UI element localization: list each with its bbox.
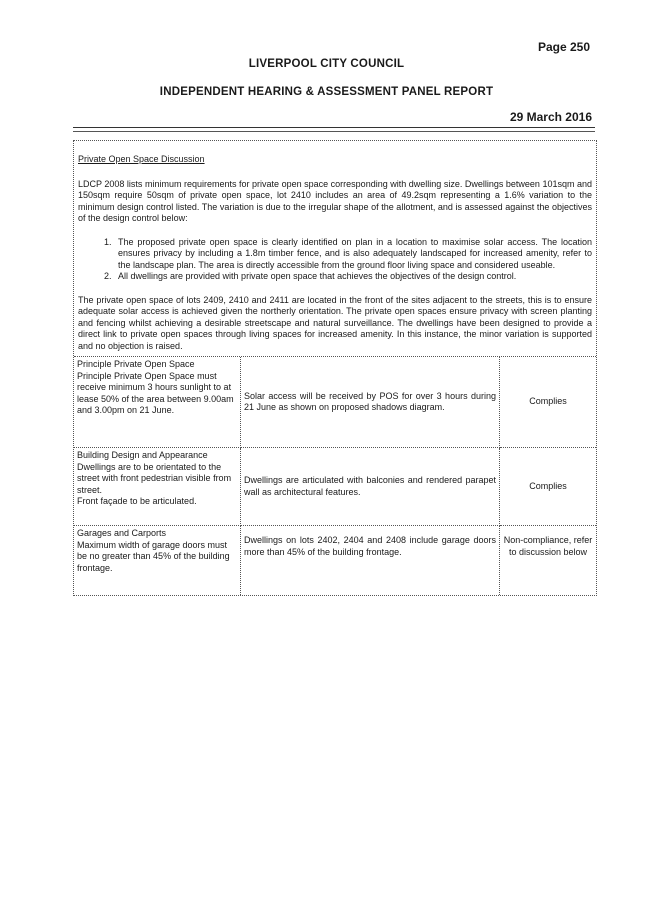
discussion-points: [78, 237, 592, 283]
table-row: [74, 526, 596, 596]
header-rule-thin: [73, 131, 595, 132]
discussion-heading: Private Open Space Discussion: [78, 154, 205, 164]
discussion-point: 1. The proposed private open space is clearly identified on plan in a location to maximise solar access. The location ensures privacy by including a 1.8m timber fence, and is also adequately landscaped for increased amenity, refer to the landscape plan. The area is directly accessible from the ground floor living space and considered useable.: [114, 237, 592, 272]
discussion-intro: LDCP 2008 lists minimum requirements for private open space corresponding with dwelling size. Dwellings between 101sqm and 150sqm require 50sqm of private open space, lot 2410 includes an area of 49.2sqm representing a 1.6% variation to the minimum design control listed. The variation is due to the irregular shape of the allotment, and is assessed against the objectives of the design control below:: [78, 178, 592, 223]
assessment-box: [73, 140, 597, 596]
control-cell: Building Design and Appearance Dwellings are to be orientated to the street with front pedestrian visible from street. Front façade to be articulated.: [74, 448, 241, 526]
table-row: [74, 357, 596, 448]
controls-table: [74, 357, 596, 595]
private-open-space-discussion: [74, 141, 596, 357]
page-number: Page 250: [537, 40, 590, 54]
proposal-cell: Dwellings are articulated with balconies and rendered parapet wall as architectural features.: [241, 448, 500, 526]
table-row: [74, 448, 596, 526]
compliance-cell: Complies: [500, 357, 597, 448]
proposal-cell: Solar access will be received by POS for over 3 hours during 21 June as shown on proposed shadows diagram.: [241, 357, 500, 448]
control-cell: Garages and Carports Maximum width of garage doors must be no greater than 45% of the building frontage.: [74, 526, 241, 596]
proposal-cell: Dwellings on lots 2402, 2404 and 2408 include garage doors more than 45% of the building frontage.: [241, 526, 500, 596]
report-title: INDEPENDENT HEARING & ASSESSMENT PANEL REPORT: [159, 86, 494, 98]
header-rule: [73, 127, 595, 128]
discussion-conclusion: The private open space of lots 2409, 2410 and 2411 are located in the front of the sites adjacent to the streets, this is to ensure adequate solar access is achieved given the northerly orientation. The private open spaces ensure privacy with screen planting and fencing whilst achieving a desirable streetscape and natural surveillance. The dwellings have been designed to provide a direct link to private open spaces through living spaces for increased amenity. In this instance, the minor variation is supported and no objection is raised.: [78, 294, 592, 351]
discussion-point: 2. All dwellings are provided with private open space that achieves the objectives of the design control.: [114, 271, 592, 283]
report-date: 29 March 2016: [509, 110, 592, 124]
compliance-cell: Complies: [500, 448, 597, 526]
council-name: LIVERPOOL CITY COUNCIL: [248, 58, 405, 70]
compliance-cell: Non-compliance, refer to discussion below: [500, 526, 597, 596]
control-cell: Principle Private Open Space Principle Private Open Space must receive minimum 3 hours sunlight to at lease 50% of the area between 9.00am and 3.00pm on 21 June.: [74, 357, 241, 448]
